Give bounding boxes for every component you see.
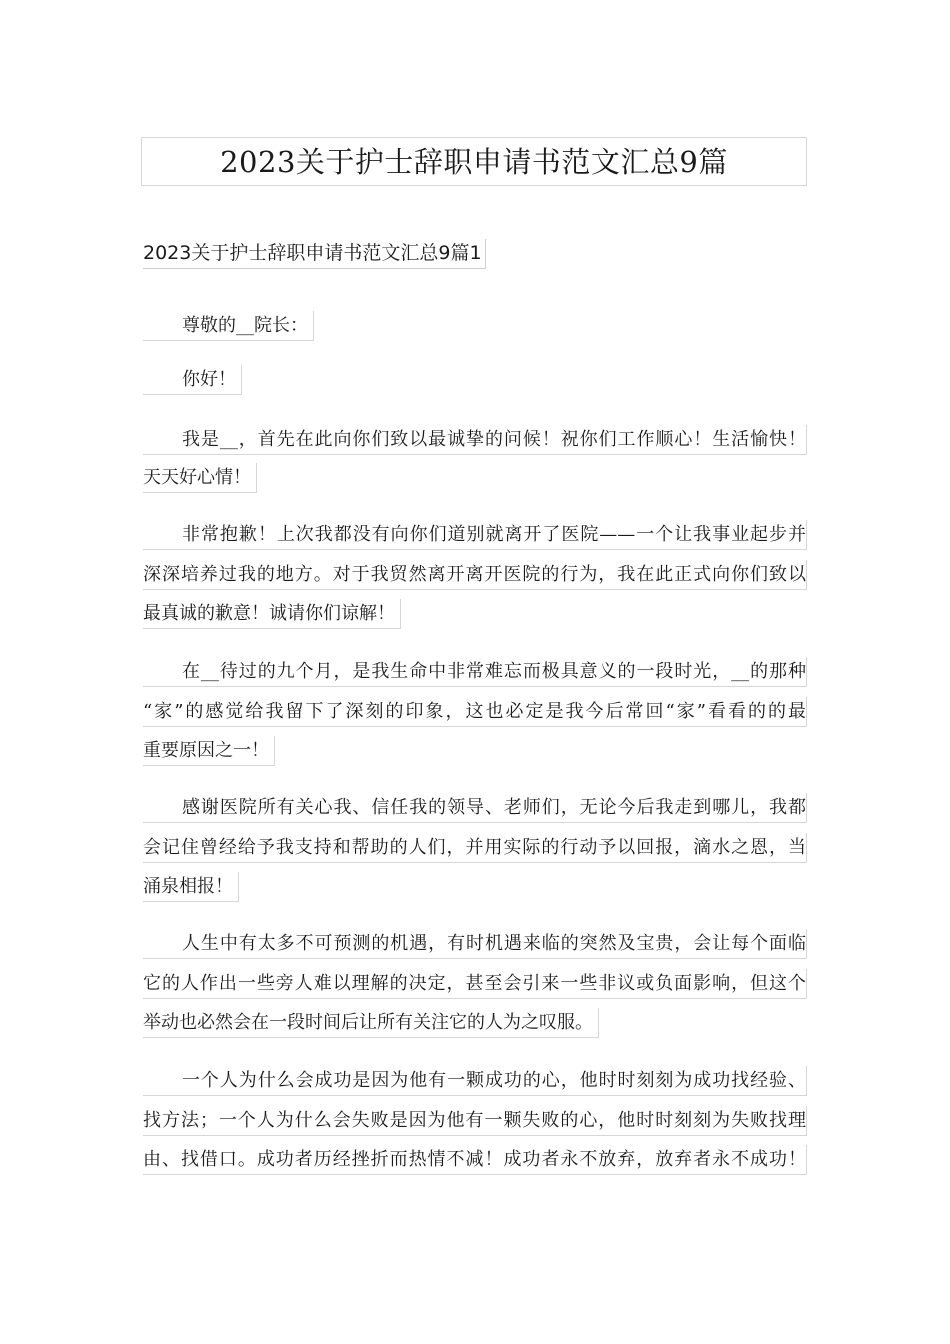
paragraph-3-line-1: 在__待过的九个月，是我生命中非常难忘而极具意义的一段时光，__的那种: [143, 657, 807, 687]
paragraph-4-line-2: 会记住曾经给予我支持和帮助的人们，并用实际的行动予以回报，滴水之恩，当: [143, 833, 807, 863]
paragraph-6-line-1: 一个人为什么会成功是因为他有一颗成功的心，他时时刻刻为成功找经验、: [143, 1066, 807, 1096]
paragraph-5-line-3: 举动也必然会在一段时间后让所有关注它的人为之叹服。: [143, 1008, 599, 1038]
paragraph-2-line-3: 最真诚的歉意！诚请你们谅解！: [143, 599, 401, 629]
paragraph-1-line-2: 天天好心情！: [143, 463, 257, 493]
paragraph-1-line-1: 我是__，首先在此向你们致以最诚挚的问候！祝你们工作顺心！生活愉快！: [143, 425, 807, 455]
document-title-box: [141, 137, 807, 186]
greeting: 你好！: [143, 365, 242, 395]
salutation: 尊敬的__院长：: [143, 311, 314, 341]
paragraph-3-line-3: 重要原因之一！: [143, 736, 275, 766]
paragraph-4-line-1: 感谢医院所有关心我、信任我的领导、老师们，无论今后我走到哪儿，我都: [143, 793, 807, 823]
paragraph-5-line-1: 人生中有太多不可预测的机遇，有时机遇来临的突然及宝贵，会让每个面临: [143, 929, 807, 959]
paragraph-6-line-2: 找方法；一个人为什么会失败是因为他有一颗失败的心，他时时刻刻为失败找理: [143, 1106, 807, 1136]
paragraph-2-line-1: 非常抱歉！上次我都没有向你们道别就离开了医院——一个让我事业起步并: [143, 520, 807, 550]
paragraph-5-line-2: 它的人作出一些旁人难以理解的决定，甚至会引来一些非议或负面影响，但这个: [143, 969, 807, 999]
section-title: 2023关于护士辞职申请书范文汇总9篇1: [143, 239, 486, 269]
document-title: 2023关于护士辞职申请书范文汇总9篇: [220, 145, 728, 179]
paragraph-3-line-2: “家”的感觉给我留下了深刻的印象，这也必定是我今后常回“家”看看的的最: [143, 697, 807, 727]
paragraph-6-line-3: 由、找借口。成功者历经挫折而热情不减！成功者永不放弃，放弃者永不成功！: [143, 1145, 807, 1175]
paragraph-2-line-2: 深深培养过我的地方。对于我贸然离开离开医院的行为，我在此正式向你们致以: [143, 560, 807, 590]
paragraph-4-line-3: 涌泉相报！: [143, 872, 239, 902]
